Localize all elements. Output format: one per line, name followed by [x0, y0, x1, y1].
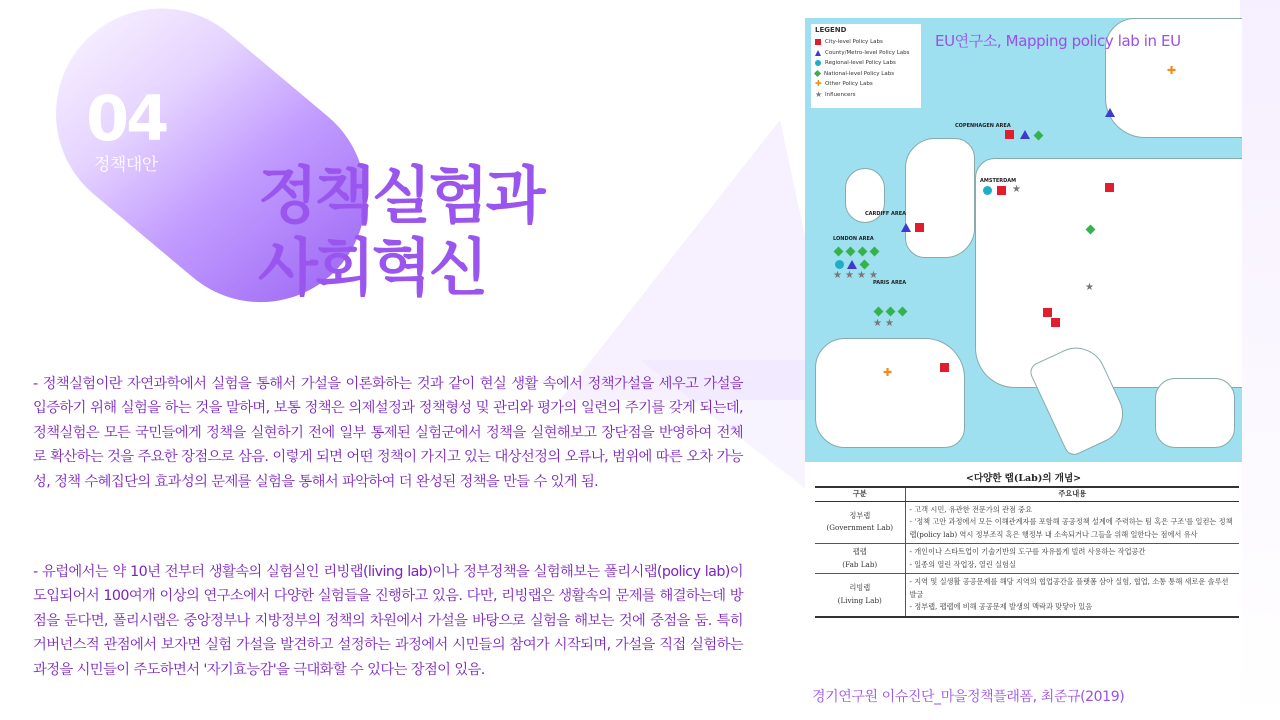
influencer-marker: ★: [869, 270, 878, 281]
national-lab-marker: [1034, 131, 1044, 141]
national-lab-marker: [874, 307, 884, 317]
content-item: - 정부랩, 팹랩에 비해 공공문제 발생의 맥락과 맞닿아 있음: [909, 602, 1093, 611]
national-lab-marker: [846, 247, 856, 257]
content-item: - 지역 및 실생활 공공문제를 해당 지역의 협업공간을 플랫폼 삼아 실험, 협업, 소통 통해 새로운 솔루션 발굴: [909, 577, 1229, 599]
national-lab-marker: [898, 307, 908, 317]
city-lab-marker: [915, 223, 924, 232]
blue-triangle-icon: [815, 50, 821, 56]
legend-title: LEGEND: [815, 26, 847, 34]
table-category-cell: [815, 574, 905, 617]
balkans-land: [1155, 378, 1235, 448]
city-lab-marker: [1105, 183, 1114, 192]
page-title: [258, 160, 542, 304]
city-lab-marker: [1051, 318, 1060, 327]
area-label: AMSTERDAM: [980, 178, 1017, 184]
legend-item: [815, 37, 917, 48]
table-header-content: 주요내용: [905, 487, 1239, 501]
content-item: - 개인이나 스타트업이 기술기반의 도구를 자유롭게 빌려 사용하는 작업공간: [909, 547, 1146, 556]
iberia-land: [815, 338, 965, 448]
table-header-row: [815, 487, 1239, 501]
background-strip: [1240, 0, 1280, 720]
metro-lab-marker: [901, 223, 911, 232]
content-item: - 일종의 열린 작업장, 열린 실험실: [909, 559, 1016, 569]
city-lab-marker: [1043, 308, 1052, 317]
table-content-cell: [905, 574, 1239, 617]
influencer-marker: ★: [1012, 184, 1021, 195]
source-footer: 경기연구원 이슈진단_마을정책플래폼, 최준규(2019): [812, 689, 1125, 705]
map-caption: EU연구소, Mapping policy lab in EU: [935, 32, 1181, 50]
legend-label: City-level Policy Labs: [825, 39, 883, 46]
title-line-2: 사회혁신: [258, 231, 486, 304]
content-item: - '정책 고안 과정에서 모든 이해관계자를 포함해 공공정책 설계에 주력하는 팀 혹은 구조'를 일컫는 정책랩(policy lab) 역시 정부조직 혹은 행정부 내 소속되거나 그들을 위해 일한다는 점에서 유사: [909, 517, 1233, 539]
table-header-category: 구분: [815, 487, 905, 501]
influencer-marker: ★: [1085, 282, 1094, 293]
table-category-cell: [815, 501, 905, 544]
britain-land: [905, 138, 975, 258]
city-lab-marker: [997, 186, 1006, 195]
influencer-marker: ★: [845, 270, 854, 281]
section-subtitle: 정책대안: [94, 155, 158, 175]
category-name: 팹랩: [852, 547, 867, 556]
area-label: CARDIFF AREA: [865, 211, 906, 217]
section-number: 04: [86, 82, 167, 155]
area-label: LONDON AREA: [833, 236, 874, 242]
city-lab-marker: [1005, 130, 1014, 139]
metro-lab-marker: [1105, 108, 1115, 117]
green-diamond-icon: [814, 70, 821, 77]
body-paragraph-1: - 정책실험이란 자연과학에서 실험을 통해서 가설을 이론화하는 것과 같이 현실 생활 속에서 정책가설을 세우고 가설을 입증하기 위해 실험을 하는 것을 말하며, 보통 정책은 의제설정과 정책형성 및 관리와 평가의 일련의 주기를 갖게 되는데, 정책실험은 모든 국민들에게 정책을 실현하기 전에 일부 통제된 실험군에서 정책을 실현해보고 장단점을 반영하여 전체로 확산하는 것을 주요한 장점으로 삼음. 이렇게 되면 어떤 정책이 가지고 있는 대상선정의 오류나, 범위에 따른 오차 가능성, 정책 수혜집단의 효과성의 문제를 실험을 통해서 파악하여 더 완성된 정책을 만들 수 있게 됨.: [33, 376, 743, 490]
legend-label: County/Metro-level Policy Labs: [825, 49, 910, 56]
lab-concepts-table-panel: [805, 462, 1242, 674]
other-lab-marker: ✚: [883, 366, 893, 379]
body-paragraph-2: - 유럽에서는 약 10년 전부터 생활속의 실험실인 리빙랩(living lab)이나 정부정책을 실험해보는 폴리시랩(policy lab)이 도입되어서 100여개 이상의 연구소에서 다양한 실험들을 진행하고 있음. 다만, 리빙랩은 생활속의 문제를 해결하는데 방점을 둔다면, 폴리시랩은 중앙정부나 지방정부의 정책의 차원에서 가설을 바탕으로 실험을 해보는 것에 중점을 둠. 특히 거버넌스적 관점에서 보자면 실험 가설을 발견하고 설정하는 과정에서 시민들의 참여가 시작되며, 가설을 직접 실험하는 과정을 시민들이 주도하면서 '자기효능감'을 극대화할 수 있다는 장점이 있음.: [33, 564, 743, 678]
table-row: [815, 544, 1239, 574]
area-label: COPENHAGEN AREA: [955, 123, 1011, 129]
title-line-1: 정책실험과: [258, 159, 543, 232]
lab-concepts-table: [815, 486, 1239, 618]
table-row: [815, 501, 1239, 544]
category-name: 리빙랩: [849, 583, 871, 593]
category-name-en: (Government Lab): [826, 523, 894, 533]
legend-item: [815, 90, 917, 101]
influencer-marker: ★: [833, 270, 842, 281]
table-content-cell: [905, 501, 1239, 544]
map-legend: [811, 24, 921, 108]
legend-item: [815, 48, 917, 59]
background-triangle: [560, 120, 840, 400]
influencer-marker: ★: [857, 270, 866, 281]
category-name: 정부랩: [849, 510, 871, 520]
red-square-icon: [815, 39, 821, 45]
legend-label: Influencers: [825, 91, 856, 98]
cyan-circle-icon: [815, 60, 821, 66]
legend-item: [815, 79, 917, 90]
table-title: <다양한 랩(Lab)의 개념>: [965, 473, 1082, 484]
city-lab-marker: [940, 363, 949, 372]
orange-cross-icon: ✚: [815, 79, 822, 89]
metro-lab-marker: [847, 260, 857, 269]
regional-lab-marker: [983, 186, 992, 195]
national-lab-marker: [858, 247, 868, 257]
content-item: - 고객 시민, 유관한 전문가의 관점 중요: [909, 504, 1033, 514]
table-content-cell: [905, 544, 1239, 574]
area-label: PARIS AREA: [873, 280, 907, 286]
other-lab-marker: ✚: [1167, 64, 1177, 77]
national-lab-marker: [870, 247, 880, 257]
national-lab-marker: [886, 307, 896, 317]
regional-lab-marker: [835, 260, 844, 269]
influencer-marker: ★: [885, 318, 894, 329]
metro-lab-marker: [1020, 130, 1030, 139]
influencer-marker: ★: [873, 318, 882, 329]
legend-item: [815, 69, 917, 80]
national-lab-marker: [860, 260, 870, 270]
legend-label: Regional-level Policy Labs: [825, 60, 896, 67]
national-lab-marker: [834, 247, 844, 257]
grey-star-icon: ★: [815, 89, 823, 99]
table-row: [815, 574, 1239, 617]
category-name-en: (Living Lab): [837, 595, 882, 605]
legend-label: National-level Policy Labs: [824, 70, 895, 77]
legend-label: Other Policy Labs: [825, 81, 873, 88]
table-category-cell: [815, 544, 905, 574]
legend-item: [815, 58, 917, 69]
category-name-en: (Fab Lab): [842, 559, 878, 569]
policy-lab-map: [805, 18, 1242, 462]
